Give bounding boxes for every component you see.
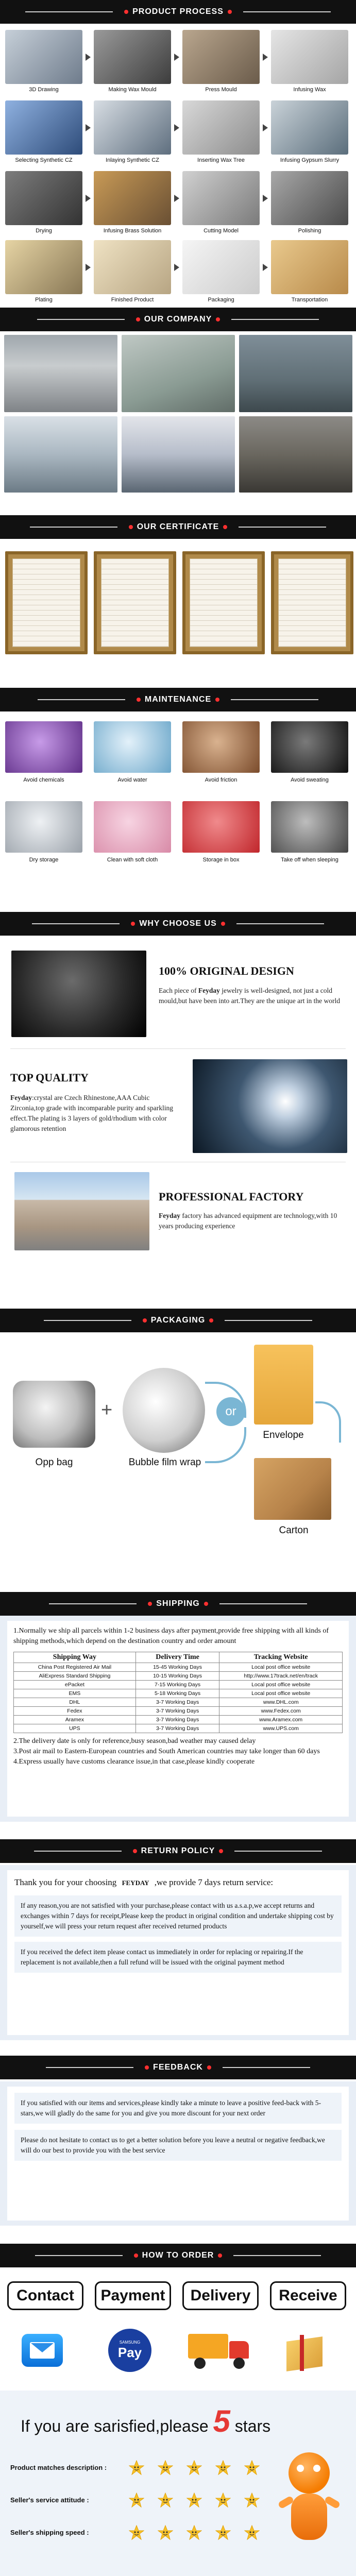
- process-step-image: [94, 240, 171, 294]
- process-step-label: 3D Drawing: [29, 87, 59, 93]
- designer-photo: [11, 951, 146, 1037]
- order-step-payment: Payment: [95, 2281, 171, 2310]
- arrow-down-icon: [205, 1427, 246, 1463]
- table-cell: Local post office website: [219, 1681, 343, 1689]
- process-step-label: Plating: [35, 297, 53, 303]
- process-step-image: [271, 240, 348, 294]
- section-title-feedback: FEEDBACK: [153, 2063, 203, 2072]
- table-cell: 5-18 Working Days: [135, 1689, 219, 1698]
- process-step-image: [5, 30, 82, 84]
- table-header: Delivery Time: [135, 1652, 219, 1663]
- table-row: [14, 1681, 343, 1689]
- arrow-right-icon: [263, 264, 268, 271]
- maintenance-label: Avoid water: [117, 777, 147, 783]
- section-bar-maintenance: [0, 688, 356, 711]
- return-item-1: If any reason,you are not satisfied with your purchase,please contact with us a.s.a.p,we accept returns and exchanges within 7 days for receipt,Please keep the product in original condition and undertake shipping cost by yourself,we will press your return request after received returned products: [14, 1895, 342, 1937]
- arrow-right-icon: [263, 124, 268, 131]
- divider: [10, 1048, 346, 1049]
- table-cell: 3-7 Working Days: [135, 1716, 219, 1724]
- process-step-image: [5, 171, 82, 225]
- process-step-image: [182, 100, 260, 155]
- arrow-right-icon: [174, 124, 179, 131]
- maintenance-label: Clean with soft cloth: [107, 857, 158, 863]
- table-row: [14, 1724, 343, 1733]
- table-cell: Aramex: [14, 1716, 136, 1724]
- bullet-icon: [137, 698, 141, 702]
- section-title-return: RETURN POLICY: [141, 1846, 215, 1855]
- star-icon: [129, 2493, 144, 2508]
- star-icon: [244, 2460, 260, 2476]
- maintenance-label: Avoid sweating: [291, 777, 329, 783]
- bullet-icon: [207, 2065, 211, 2070]
- maintenance-label: Storage in box: [202, 857, 240, 863]
- section-bar-feedback: [0, 2056, 356, 2079]
- section-bar-shipping: [0, 1592, 356, 1616]
- star-icon: [187, 2460, 202, 2476]
- bullet-icon: [215, 698, 219, 702]
- rating-headline: If you are sarisfied,please 5 stars: [21, 2404, 271, 2438]
- table-cell: 3-7 Working Days: [135, 1707, 219, 1716]
- company-photo: [122, 416, 235, 493]
- bullet-icon: [145, 2065, 149, 2070]
- arrow-right-icon: [86, 124, 91, 131]
- order-step-delivery: Delivery: [182, 2281, 259, 2310]
- shipping-note-3: 3.Post air mail to Eastern-European countries and South American countries may take longer than 60 days: [13, 1748, 320, 1755]
- section-bar-order: [0, 2244, 356, 2267]
- table-row: [14, 1716, 343, 1724]
- table-cell: AliExpress Standard Shipping: [14, 1672, 136, 1681]
- opp-bag-image: [13, 1381, 95, 1448]
- table-cell: www.Aramex.com: [219, 1716, 343, 1724]
- bullet-icon: [129, 525, 133, 529]
- star-icon: [129, 2525, 144, 2540]
- table-row: [14, 1698, 343, 1707]
- section-title-order: HOW TO ORDER: [142, 2251, 214, 2260]
- bullet-icon: [143, 1318, 147, 1323]
- carton-image: [254, 1458, 331, 1520]
- bullet-icon: [124, 10, 128, 14]
- table-cell: www.Fedex.com: [219, 1707, 343, 1716]
- star-icon: [244, 2493, 260, 2508]
- section-bar-process: [0, 0, 356, 24]
- bullet-icon: [148, 1602, 152, 1606]
- process-step-image: [94, 30, 171, 84]
- certificate-frame: [182, 551, 265, 654]
- table-cell: 10-15 Working Days: [135, 1672, 219, 1681]
- process-step-label: Polishing: [298, 228, 321, 234]
- section-title-shipping: SHIPPING: [156, 1599, 200, 1608]
- company-photo: [4, 416, 117, 493]
- return-item-2: If you received the defect item please contact us immediately in order for replacing or repairing.If the replacement is not available,then a full refund will be issued with the original payment method: [14, 1942, 342, 1973]
- table-cell: China Post Registered Air Mail: [14, 1663, 136, 1672]
- maintenance-image: [94, 721, 171, 773]
- table-cell: 7-15 Working Days: [135, 1681, 219, 1689]
- certificate-frame: [271, 551, 353, 654]
- plus-sign: +: [101, 1399, 113, 1421]
- arrow-right-icon: [174, 264, 179, 271]
- star-icon: [187, 2493, 202, 2508]
- return-intro: Thank you for your choosing FEYDAY ,we provide 7 days return service:: [14, 1877, 274, 1887]
- company-photo: [4, 335, 117, 412]
- table-cell: EMS: [14, 1689, 136, 1698]
- section-bar-return: [0, 1839, 356, 1863]
- maintenance-image: [5, 801, 82, 853]
- bullet-icon: [133, 1849, 137, 1853]
- table-cell: 3-7 Working Days: [135, 1698, 219, 1707]
- table-cell: www.DHL.com: [219, 1698, 343, 1707]
- star-icon: [215, 2525, 231, 2540]
- rating-label: Seller's shipping speed :: [10, 2529, 89, 2536]
- samsung-pay-icon: SAMSUNG Pay: [108, 2329, 151, 2372]
- rating-label: Seller's service attitude :: [10, 2496, 89, 2504]
- shipping-intro: 1.Normally we ship all parcels within 1-2 business days after payment,provide free shipping with all kinds of shipping methods,which depend on the destination country and order amount: [13, 1627, 329, 1645]
- process-step-label: Selecting Synthetic CZ: [15, 157, 73, 163]
- star-icon: [244, 2525, 260, 2540]
- maintenance-label: Take off when sleeping: [281, 857, 338, 863]
- table-cell: 3-7 Working Days: [135, 1724, 219, 1733]
- curved-arrow-icon: [315, 1401, 341, 1443]
- star-icon: [215, 2493, 231, 2508]
- table-cell: www.UPS.com: [219, 1724, 343, 1733]
- table-cell: http://www.17track.net/en/track: [219, 1672, 343, 1681]
- order-step-receive: Receive: [270, 2281, 346, 2310]
- maintenance-image: [5, 721, 82, 773]
- table-row: [14, 1707, 343, 1716]
- company-photo: [122, 335, 235, 412]
- star-icon: [129, 2460, 144, 2476]
- process-step-label: Inlaying Synthetic CZ: [106, 157, 159, 163]
- company-photo: [239, 416, 352, 493]
- bullet-icon: [131, 922, 135, 926]
- table-cell: ePacket: [14, 1681, 136, 1689]
- process-step-image: [271, 171, 348, 225]
- maintenance-image: [182, 721, 260, 773]
- section-title-certificate: OUR CERTIFICATE: [137, 522, 219, 531]
- arrow-right-icon: [86, 264, 91, 271]
- table-cell: 15-45 Working Days: [135, 1663, 219, 1672]
- process-step-image: [5, 100, 82, 155]
- table-header: Tracking Website: [219, 1652, 343, 1663]
- process-step-image: [5, 240, 82, 294]
- table-cell: UPS: [14, 1724, 136, 1733]
- maintenance-image: [94, 801, 171, 853]
- bullet-icon: [204, 1602, 208, 1606]
- maintenance-image: [271, 801, 348, 853]
- original-design-title: 100% ORIGINAL DESIGN: [159, 964, 294, 977]
- section-title-packaging: PACKAGING: [150, 1316, 206, 1325]
- process-step-image: [182, 30, 260, 84]
- maintenance-label: Avoid friction: [205, 777, 238, 783]
- process-step-image: [94, 100, 171, 155]
- maintenance-label: Dry storage: [29, 857, 59, 863]
- envelope-image: [254, 1345, 313, 1425]
- table-cell: Local post office website: [219, 1663, 343, 1672]
- original-design-text: Each piece of Feyday jewelry is well-designed, not just a cold mould,but have been into art.They are the unique art in the world: [159, 987, 341, 1005]
- maintenance-label: Avoid chemicals: [23, 777, 64, 783]
- shipping-content: [7, 1621, 349, 1817]
- star-icon: [158, 2493, 173, 2508]
- section-bar-certificate: [0, 515, 356, 539]
- table-header: Shipping Way: [14, 1652, 136, 1663]
- process-step-image: [182, 171, 260, 225]
- bullet-icon: [216, 317, 220, 321]
- section-title-why: WHY CHOOSE US: [139, 919, 217, 928]
- section-bar-packaging: [0, 1309, 356, 1332]
- process-step-image: [94, 171, 171, 225]
- process-step-image: [271, 30, 348, 84]
- company-photo: [239, 335, 352, 412]
- process-step-label: Inserting Wax Tree: [197, 157, 245, 163]
- bullet-icon: [218, 2253, 222, 2258]
- opp-bag-label: Opp bag: [35, 1457, 73, 1468]
- process-step-label: Infusing Brass Solution: [103, 228, 162, 234]
- table-cell: DHL: [14, 1698, 136, 1707]
- table-cell: Local post office website: [219, 1689, 343, 1698]
- shipping-note-4: 4.Express usually have customs clearance issue,in that case,please kindly cooperate: [13, 1758, 255, 1766]
- arrow-right-icon: [174, 54, 179, 61]
- bullet-icon: [219, 1849, 223, 1853]
- bullet-icon: [134, 2253, 138, 2258]
- maintenance-image: [182, 801, 260, 853]
- process-step-label: Making Wax Mould: [108, 87, 157, 93]
- shipping-table-wrap: [13, 1652, 343, 1733]
- top-quality-text: Feyday:crystal are Czech Rhinestone,AAA Cubic Zirconia,top grade with incomparable purity and sparkling effect.The plating is 3 layers of gold/rhodium with color glamorous retention: [10, 1094, 174, 1132]
- process-step-label: Cutting Model: [204, 228, 239, 234]
- bullet-icon: [221, 922, 225, 926]
- star-icon: [215, 2460, 231, 2476]
- top-quality-title: TOP QUALITY: [10, 1071, 89, 1084]
- star-icon: [158, 2525, 173, 2540]
- factory-photo: [14, 1172, 149, 1250]
- arrow-right-icon: [86, 54, 91, 61]
- feedback-item-2: Please do not hesitate to contact us to get a better solution before you leave a neutral or negative feedback,we will do our best to provide you with the best service: [14, 2130, 342, 2161]
- section-bar-company: [0, 308, 356, 331]
- process-step-label: Press Mould: [205, 87, 237, 93]
- bullet-icon: [228, 10, 232, 14]
- arrow-right-icon: [174, 195, 179, 202]
- professional-factory-text: Feyday factory has advanced equipment are technology,with 10 years producing experience: [159, 1212, 337, 1230]
- envelope-label: Envelope: [263, 1430, 304, 1440]
- bullet-icon: [209, 1318, 213, 1323]
- arrow-right-icon: [263, 54, 268, 61]
- section-title-process: PRODUCT PROCESS: [132, 7, 224, 16]
- bullet-icon: [223, 525, 227, 529]
- process-step-image: [182, 240, 260, 294]
- process-step-label: Transportation: [291, 297, 328, 303]
- bullet-icon: [136, 317, 140, 321]
- mail-icon: [22, 2334, 63, 2367]
- crystal-photo: [193, 1059, 347, 1153]
- table-row: [14, 1672, 343, 1681]
- certificate-frame: [5, 551, 88, 654]
- shipping-note-2: 2.The delivery date is only for reference,busy season,bad weather may caused delay: [13, 1737, 256, 1745]
- order-step-contact: Contact: [7, 2281, 83, 2310]
- process-step-label: Drying: [36, 228, 52, 234]
- rating-label: Product matches description :: [10, 2464, 107, 2471]
- process-step-image: [271, 100, 348, 155]
- maintenance-image: [271, 721, 348, 773]
- section-bar-why: [0, 912, 356, 936]
- professional-factory-title: PROFESSIONAL FACTORY: [159, 1190, 304, 1203]
- table-cell: Fedex: [14, 1707, 136, 1716]
- feedback-item-1: If you satisfied with our items and services,please kindly take a minute to leave a positive feed-back with 5-stars,we will gladly do the same for you and give you more discount for your next order: [14, 2093, 342, 2124]
- or-badge: or: [216, 1397, 245, 1426]
- process-step-label: Infusing Gypsum Slurry: [280, 157, 340, 163]
- arrow-right-icon: [263, 195, 268, 202]
- shipping-table: [13, 1652, 343, 1733]
- box-icon: [283, 2329, 326, 2371]
- bubble-wrap-label: Bubble film wrap: [128, 1457, 201, 1468]
- star-icon: [158, 2460, 173, 2476]
- table-row: [14, 1689, 343, 1698]
- star-icon: [187, 2525, 202, 2540]
- process-step-label: Packaging: [208, 297, 234, 303]
- process-step-label: Finished Product: [111, 297, 154, 303]
- section-title-maintenance: MAINTENANCE: [144, 695, 212, 704]
- bubble-wrap-image: [123, 1368, 205, 1453]
- process-step-label: Infusing Wax: [293, 87, 326, 93]
- mascot-illustration: [278, 2452, 340, 2555]
- carton-label: Carton: [279, 1525, 309, 1536]
- arrow-right-icon: [86, 195, 91, 202]
- section-title-company: OUR COMPANY: [144, 315, 212, 324]
- table-row: [14, 1663, 343, 1672]
- delivery-truck-icon: [188, 2334, 250, 2370]
- certificate-frame: [94, 551, 176, 654]
- feedback-content: [7, 2087, 349, 2221]
- return-content: [7, 1870, 349, 2035]
